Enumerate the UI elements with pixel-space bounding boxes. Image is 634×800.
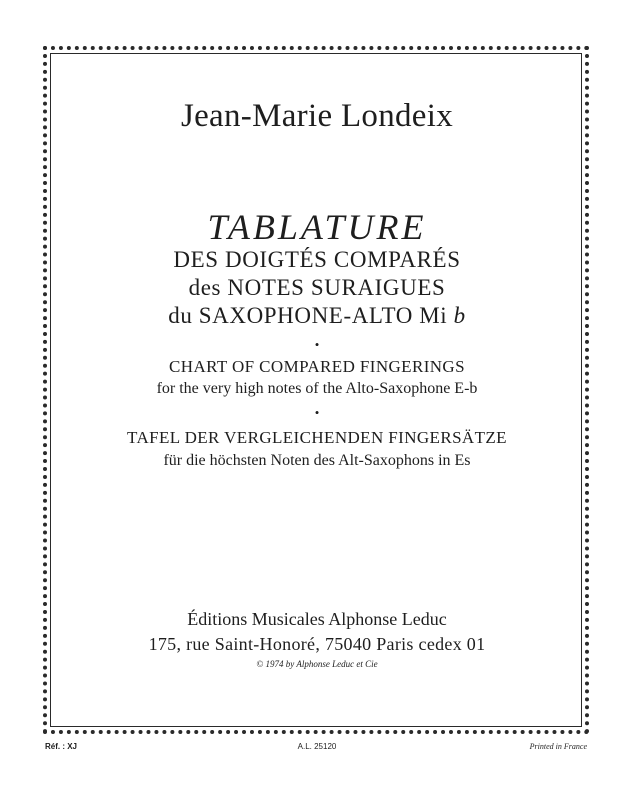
publisher-name: Éditions Musicales Alphonse Leduc [187, 609, 447, 629]
french-subtitle-line-3-text: du SAXOPHONE-ALTO Mi [168, 303, 448, 328]
german-title: TAFEL DER VERGLEICHENDEN FINGERSÄTZE [127, 428, 507, 447]
printed-in-note: Printed in France [529, 742, 587, 751]
german-subtitle: für die höchsten Noten des Alt-Saxophons in Es [163, 452, 471, 469]
flat-sign: b [453, 303, 466, 328]
reference-code: Réf. : XJ [45, 742, 78, 751]
french-subtitle-line-3 [0, 303, 634, 329]
publisher-address: 175, rue Saint-Honoré, 75040 Paris cedex 01 [148, 634, 486, 654]
plate-number: A.L. 25120 [297, 742, 337, 751]
author-name: Jean-Marie Londeix [180, 98, 454, 134]
copyright-notice: © 1974 by Alphonse Leduc et Cie [256, 659, 378, 669]
separator-bullet: • [314, 337, 320, 352]
english-title: CHART OF COMPARED FINGERINGS [169, 357, 465, 376]
separator-bullet: • [314, 405, 320, 420]
title: TABLATURE [207, 207, 427, 247]
french-subtitle-line-1: DES DOIGTÉS COMPARÉS [173, 247, 461, 272]
english-subtitle: for the very high notes of the Alto-Saxophone E-b [156, 380, 478, 397]
french-subtitle-line-2: des NOTES SURAIGUES [188, 275, 446, 300]
